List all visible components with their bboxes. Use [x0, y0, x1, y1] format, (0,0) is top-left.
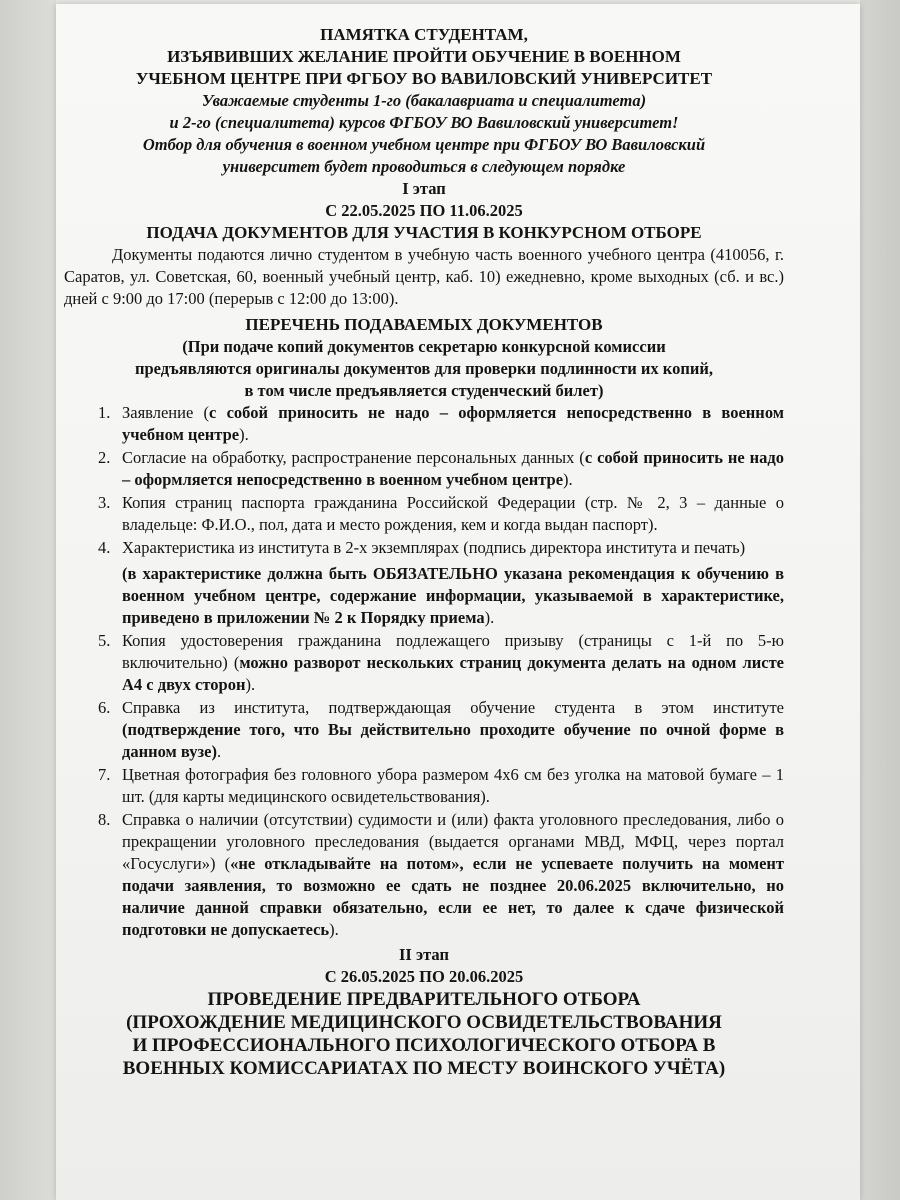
stage2-title-line-1: ПРОВЕДЕНИЕ ПРЕДВАРИТЕЛЬНОГО ОТБОРА — [207, 989, 641, 1010]
list-item-number: 6. — [98, 698, 111, 717]
documents-list — [64, 402, 784, 941]
background-right-edge — [860, 0, 900, 1200]
list-item — [64, 697, 784, 763]
stage2-dates: С 26.05.2025 ПО 20.06.2025 — [324, 967, 524, 986]
list-item — [64, 809, 784, 941]
list-item-tail: . — [216, 742, 222, 761]
list-item-tail: ). — [239, 425, 249, 444]
documents-note-line-2: предъявляются оригиналы документов для проверки подлинности их копий, — [135, 359, 713, 378]
list-item-bold: с собой приносить не надо – оформляется непосредственно в военном учебном центре — [122, 403, 784, 444]
stage1-title: ПОДАЧА ДОКУМЕНТОВ ДЛЯ УЧАСТИЯ В КОНКУРСНОМ ОТБОРЕ — [146, 223, 702, 242]
stage1-label: I этап — [402, 179, 446, 198]
list-item — [64, 402, 784, 446]
list-item-bold: «не откладывайте на потом», если не успеваете получить на момент подачи заявления, то возможно ее сдать не позднее 20.06.2025 включительно, но наличие данной справки обязательно, если ее нет, то далее к сдаче физической подготовки не допускаетесь — [122, 854, 785, 939]
header-line-1: ПАМЯТКА СТУДЕНТАМ, — [320, 25, 528, 44]
list-item-tail: ). — [484, 608, 495, 627]
greeting-line-2: и 2-го (специалитета) курсов ФГБОУ ВО Вавиловский университет! — [169, 113, 679, 132]
list-item-bold: можно разворот нескольких страниц документа делать на одном листе А4 с двух сторон — [122, 653, 785, 694]
greeting-line-4: университет будет проводиться в следующем порядке — [222, 157, 626, 176]
documents-note-line-3: в том числе предъявляется студенческий билет) — [244, 381, 604, 400]
list-item-bold: (в характеристике должна быть ОБЯЗАТЕЛЬНО указана рекомендация к обучению в военном учебном центре, содержание информации, указываемой в характеристике, приведено в приложении № 2 к Порядку приема — [122, 564, 784, 627]
stage1-text: Документы подаются лично студентом в учебную часть военного учебного центра (410056, г. Саратов, ул. Советская, 60, военный учебный центр, каб. 10) ежедневно, кроме выходных (сб. и вс.) дней с 9:00 до 17:00 (перерыв с 12:00 до 13:00). — [64, 245, 784, 308]
list-item — [64, 537, 784, 629]
list-item-tail: ). — [245, 675, 256, 694]
list-item-number: 3. — [98, 493, 111, 512]
list-item-tail: ). — [329, 920, 339, 939]
list-item-number: 5. — [98, 631, 111, 650]
list-item-bold: (подтверждение того, что Вы действительно проходите обучение по очной форме в данном вузе) — [122, 720, 784, 761]
greeting — [64, 90, 784, 178]
list-item-text: Заявление ( — [122, 403, 210, 422]
documents-title: ПЕРЕЧЕНЬ ПОДАВАЕМЫХ ДОКУМЕНТОВ — [245, 315, 603, 334]
stage2-title-line-3: И ПРОФЕССИОНАЛЬНОГО ПСИХОЛОГИЧЕСКОГО ОТБОРА В — [132, 1035, 716, 1056]
stage2-heading — [64, 944, 784, 988]
list-item-number: 8. — [98, 810, 111, 829]
list-item-text: Справка из института, подтверждающая обучение студента в этом институте — [122, 698, 784, 717]
list-item-tail: ). — [563, 470, 573, 489]
list-item — [64, 447, 784, 491]
background-left-edge — [0, 0, 56, 1200]
list-item-bold: с собой приносить не надо – оформляется непосредственно в военном учебном центре — [122, 448, 785, 489]
documents-heading — [64, 314, 784, 402]
list-item-number: 2. — [98, 448, 111, 467]
list-item-text: Копия страниц паспорта гражданина Российской Федерации (стр. № 2, 3 – данные о владельце: Ф.И.О., пол, дата и место рождения, кем и когда выдан паспорт). — [122, 493, 784, 534]
list-item-number: 1. — [98, 403, 111, 422]
stage2-title-line-2: (ПРОХОЖДЕНИЕ МЕДИЦИНСКОГО ОСВИДЕТЕЛЬСТВОВАНИЯ — [126, 1012, 722, 1033]
header-line-3: УЧЕБНОМ ЦЕНТРЕ ПРИ ФГБОУ ВО ВАВИЛОВСКИЙ УНИВЕРСИТЕТ — [135, 69, 713, 88]
list-item-text: Характеристика из института в 2-х экземплярах (подпись директора института и печать) — [122, 538, 746, 557]
header-line-2: ИЗЪЯВИВШИХ ЖЕЛАНИЕ ПРОЙТИ ОБУЧЕНИЕ В ВОЕННОМ — [167, 47, 681, 66]
greeting-line-3: Отбор для обучения в военном учебном центре при ФГБОУ ВО Вавиловский — [142, 135, 706, 154]
list-item-text: Цветная фотография без головного убора размером 4х6 см без уголка на матовой бумаге – 1 шт. (для карты медицинского освидетельствования). — [122, 765, 784, 806]
list-item-text: Справка о наличии (отсутствии) судимости и (или) факта уголовного преследования, либо о прекращении уголовного преследования (выдается органами МВД, МФЦ, через портал «Госуслуги») ( — [122, 810, 784, 873]
list-item-text: Копия удостоверения гражданина подлежащего призыву (страницы с 1-й по 5-ю включительно) ( — [122, 631, 784, 672]
list-item — [64, 630, 784, 696]
greeting-line-1: Уважаемые студенты 1-го (бакалавриата и специалитета) — [201, 91, 647, 110]
document-header — [64, 24, 784, 90]
list-item — [64, 492, 784, 536]
stage2-label: II этап — [399, 945, 449, 964]
documents-note-line-1: (При подаче копий документов секретарю конкурсной комиссии — [182, 337, 666, 356]
list-item-text: Согласие на обработку, распространение персональных данных ( — [122, 448, 585, 467]
stage2-title — [64, 988, 784, 1080]
stage2-title-line-4: ВОЕННЫХ КОМИССАРИАТАХ ПО МЕСТУ ВОИНСКОГО УЧЁТА) — [122, 1058, 726, 1079]
list-item — [64, 764, 784, 808]
list-item-number: 4. — [98, 538, 111, 557]
stage1-dates: С 22.05.2025 ПО 11.06.2025 — [325, 201, 523, 220]
list-item-number: 7. — [98, 765, 111, 784]
document-content — [64, 24, 784, 1080]
stage1-heading — [64, 178, 784, 244]
